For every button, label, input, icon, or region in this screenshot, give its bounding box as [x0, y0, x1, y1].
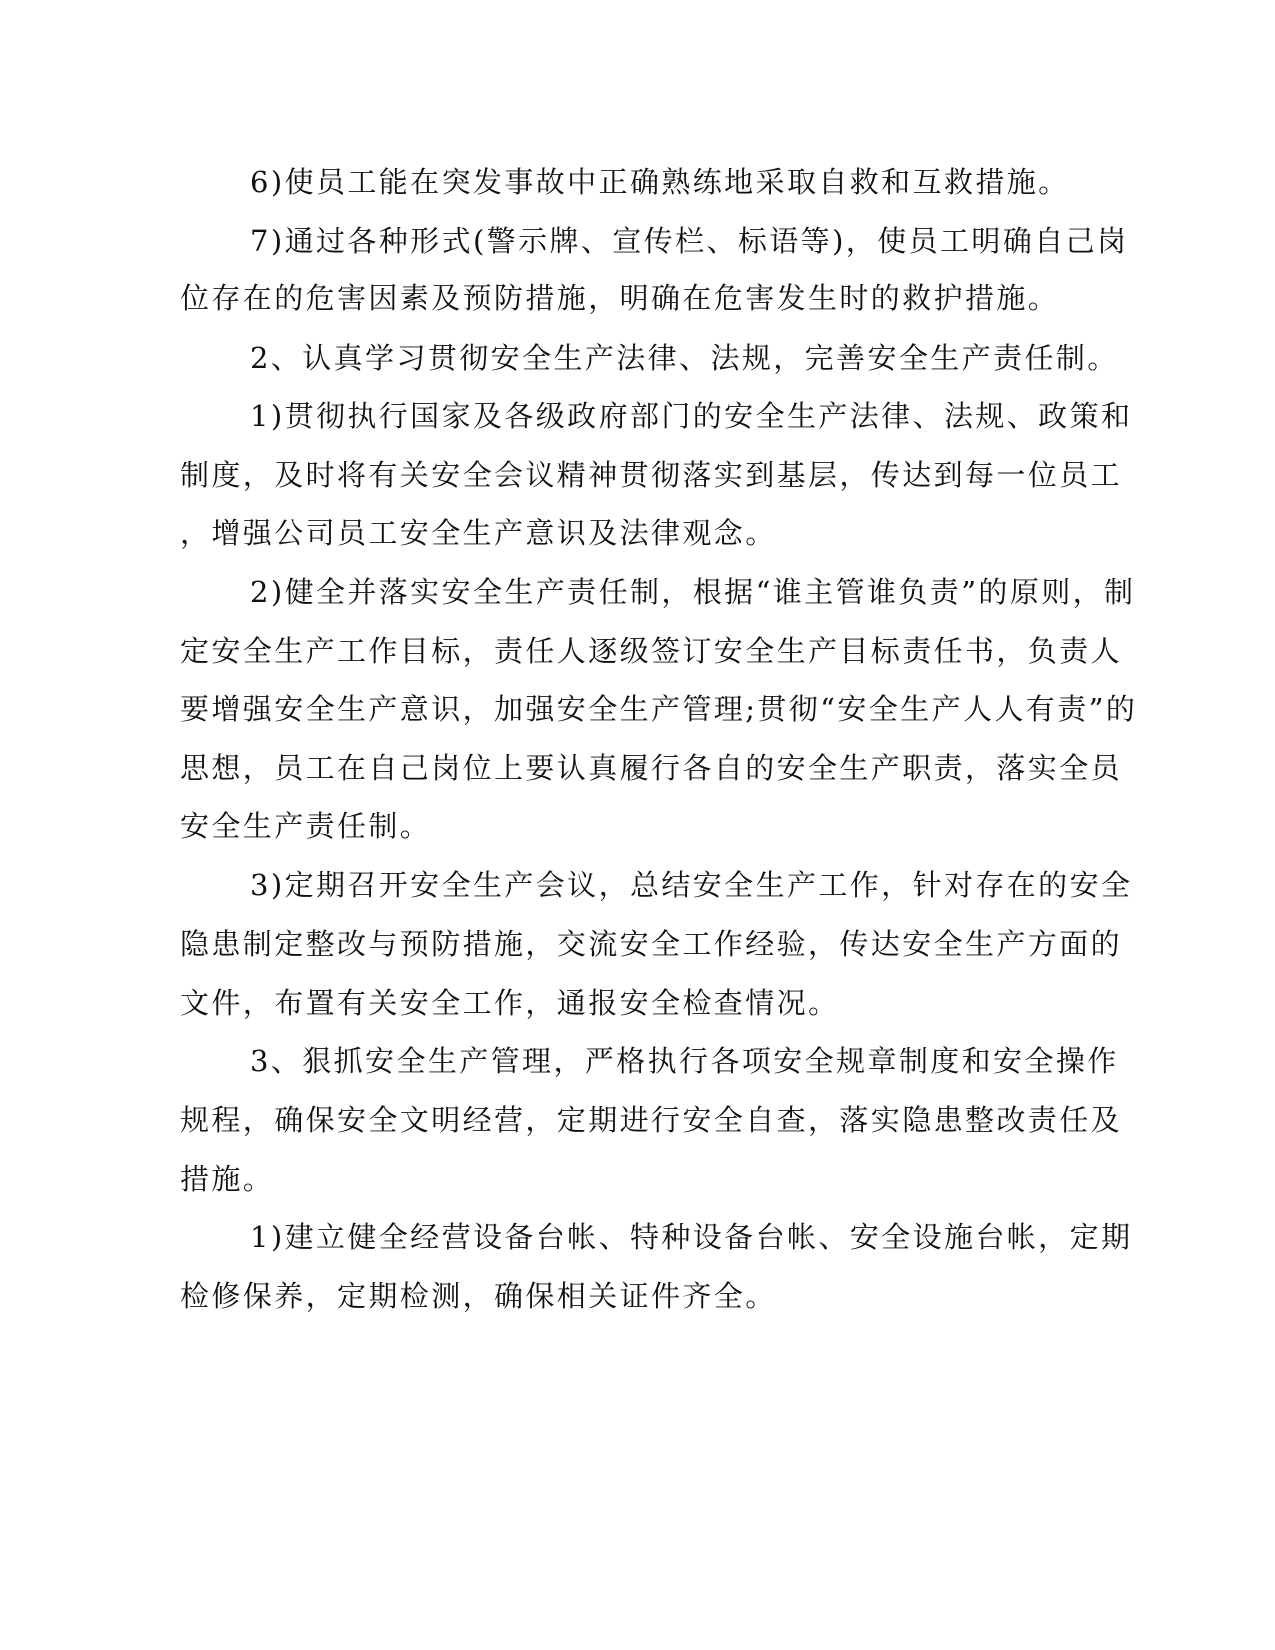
paragraph-line: 安全生产责任制。 — [180, 809, 432, 843]
paragraph-line: 思想，员工在自己岗位上要认真履行各自的安全生产职责，落实全员 — [180, 751, 1123, 785]
paragraph-line: ，增强公司员工安全生产意识及法律观念。 — [180, 516, 777, 550]
paragraph-line: 位存在的危害因素及预防措施，明确在危害发生时的救护措施。 — [180, 281, 1060, 315]
paragraph-line: 文件，布置有关安全工作，通报安全检查情况。 — [180, 986, 840, 1020]
paragraph-line: 措施。 — [180, 1162, 275, 1196]
paragraph-line: 3、狠抓安全生产管理，严格执行各项安全规章制度和安全操作 — [250, 1044, 1119, 1078]
paragraph-line: 6)使员工能在突发事故中正确熟练地采取自救和互救措施。 — [250, 165, 1070, 199]
paragraph-line: 3)定期召开安全生产会议，总结安全生产工作，针对存在的安全 — [250, 868, 1133, 902]
paragraph-line: 2、认真学习贯彻安全生产法律、法规，完善安全生产责任制。 — [250, 341, 1119, 375]
paragraph-line: 定安全生产工作目标，责任人逐级签订安全生产目标责任书，负责人 — [180, 634, 1123, 668]
paragraph-line: 7)通过各种形式(警示牌、宣传栏、标语等)，使员工明确自己岗 — [250, 224, 1129, 258]
paragraph-line: 2)健全并落实安全生产责任制，根据“谁主管谁负责”的原则，制 — [250, 575, 1136, 609]
paragraph-line: 1)建立健全经营设备台帐、特种设备台帐、安全设施台帐，定期 — [250, 1220, 1133, 1254]
paragraph-line: 1)贯彻执行国家及各级政府部门的安全生产法律、法规、政策和 — [250, 399, 1133, 433]
paragraph-line: 隐患制定整改与预防措施，交流安全工作经验，传达安全生产方面的 — [180, 927, 1123, 961]
paragraph-line: 检修保养，定期检测，确保相关证件齐全。 — [180, 1279, 777, 1313]
paragraph-line: 制度，及时将有关安全会议精神贯彻落实到基层，传达到每一位员工 — [180, 458, 1123, 492]
paragraph-line: 要增强安全生产意识，加强安全生产管理;贯彻“安全生产人人有责”的 — [180, 692, 1138, 726]
paragraph-line: 规程，确保安全文明经营，定期进行安全自查，落实隐患整改责任及 — [180, 1103, 1123, 1137]
